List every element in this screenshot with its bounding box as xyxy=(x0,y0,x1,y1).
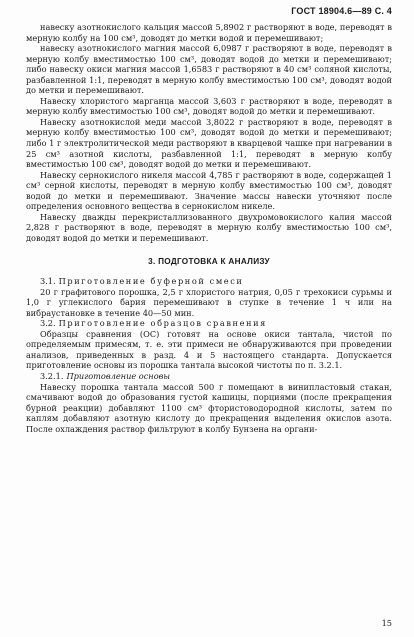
section-title: 3. ПОДГОТОВКА К АНАЛИЗУ xyxy=(148,257,270,267)
standard-header: ГОСТ 18904.6—89 С. 4 xyxy=(291,6,392,16)
subsection-3-1-heading xyxy=(26,276,392,287)
paragraph-copper: Навеску азотнокислой меди массой 3,8022 г растворяют в воде, переводят в мерную колбу вместимостью 100 см³, доводят водой до метки и перемешивают; либо 1 г электролитической меди растворяют в кварцевой чашке при нагревании в 25 см³ азотной кислоты, разбавленной 1:1, переводят в мерную колбу вместимостью 100 см³, доводят водой до метки и перемешивают. xyxy=(26,116,392,170)
subsection-title: Приготовление буферной смеси xyxy=(58,276,244,287)
subsection-number: 3.1. xyxy=(40,276,56,287)
subsection-number: 3.2.1. xyxy=(40,370,64,381)
paragraph-buffer: 20 г графитового порошка, 2,5 г хлористого натрия, 0,05 г трехокиси сурьмы и 1,0 г углекислого бария перемешивают в ступке в течение 1 ч или на вибраустановке в течение 40—50 мин. xyxy=(26,286,392,318)
paragraph-magnesium: навеску азотнокислого магния массой 6,0987 г растворяют в воде, переводят в мерную колбу вместимостью 100 см³, доводят водой до метки и перемешивают; либо навеску окиси магния массой 1,6583 г растворяют в 40 см³ соляной кислоты, разбавленной 1:1, переводят в мерную колбу вместимостью 100 см³, доводят водой до метки и перемешивают. xyxy=(26,43,392,96)
subsection-title: Приготовление основы xyxy=(66,370,171,381)
subsection-number: 3.2. xyxy=(40,318,56,329)
paragraph-nickel: Навеску сернокислого никеля массой 4,785 г растворяют в воде, содержащей 1 см³ серной кислоты, переводят в мерную колбу вместимостью 100 см³, доводят водой до метки и перемешивают. Значение массы навески уточняют после определения основного вещества в сернокислом никеле. xyxy=(26,169,392,212)
subsection-3-2-heading xyxy=(26,318,392,329)
paragraph-reference-samples: Образцы сравнения (ОС) готовят на основе окиси тантала, чистой по определяемым примесям, т. е. эти примеси не обнаруживаются при проведении анализов, приведенных в разд. 4 и 5 настоящего стандарта. Допускается приготовление основы из порошка тантала высокой чистоты по п. 3.2.1. xyxy=(26,328,392,371)
paragraph-dichromate: Навеску дважды перекристаллизованного двухромовокислого калия массой 2,828 г растворяют в воде, переводят в мерную колбу вместимостью 100 см³, доводят водой до метки и перемешивают. xyxy=(26,211,392,243)
page-number: 15 xyxy=(381,618,392,628)
paragraph-base-preparation: Навеску порошка тантала массой 500 г помещают в винипластовый стакан, смачивают водой до образования густой кашицы, порциями (после прекращения бурной реакции) добавляют 1100 см³ фтористоводородной кислоты, затем по каплям добавляют азотную кислоту до прекращения выделения окислов азота. После охлаждения раствор фильтруют в колбу Бунзена на органи- xyxy=(26,381,392,434)
subsection-title: Приготовление образцов сравнения xyxy=(58,318,267,329)
paragraph-calcium: навеску азотнокислого кальция массой 5,8902 г растворяют в воде, переводят в мерную колбу на 100 см³, доводят до метки водой и перемешивают; xyxy=(26,22,392,43)
paragraph-manganese: Навеску хлористого марганца массой 3,603 г растворяют в воде, переводят в мерную колбу вместимостью 100 см³, доводят водой до метки и перемешивают. xyxy=(26,95,392,117)
subsection-3-2-1-heading xyxy=(26,371,392,382)
document-body xyxy=(26,22,392,434)
